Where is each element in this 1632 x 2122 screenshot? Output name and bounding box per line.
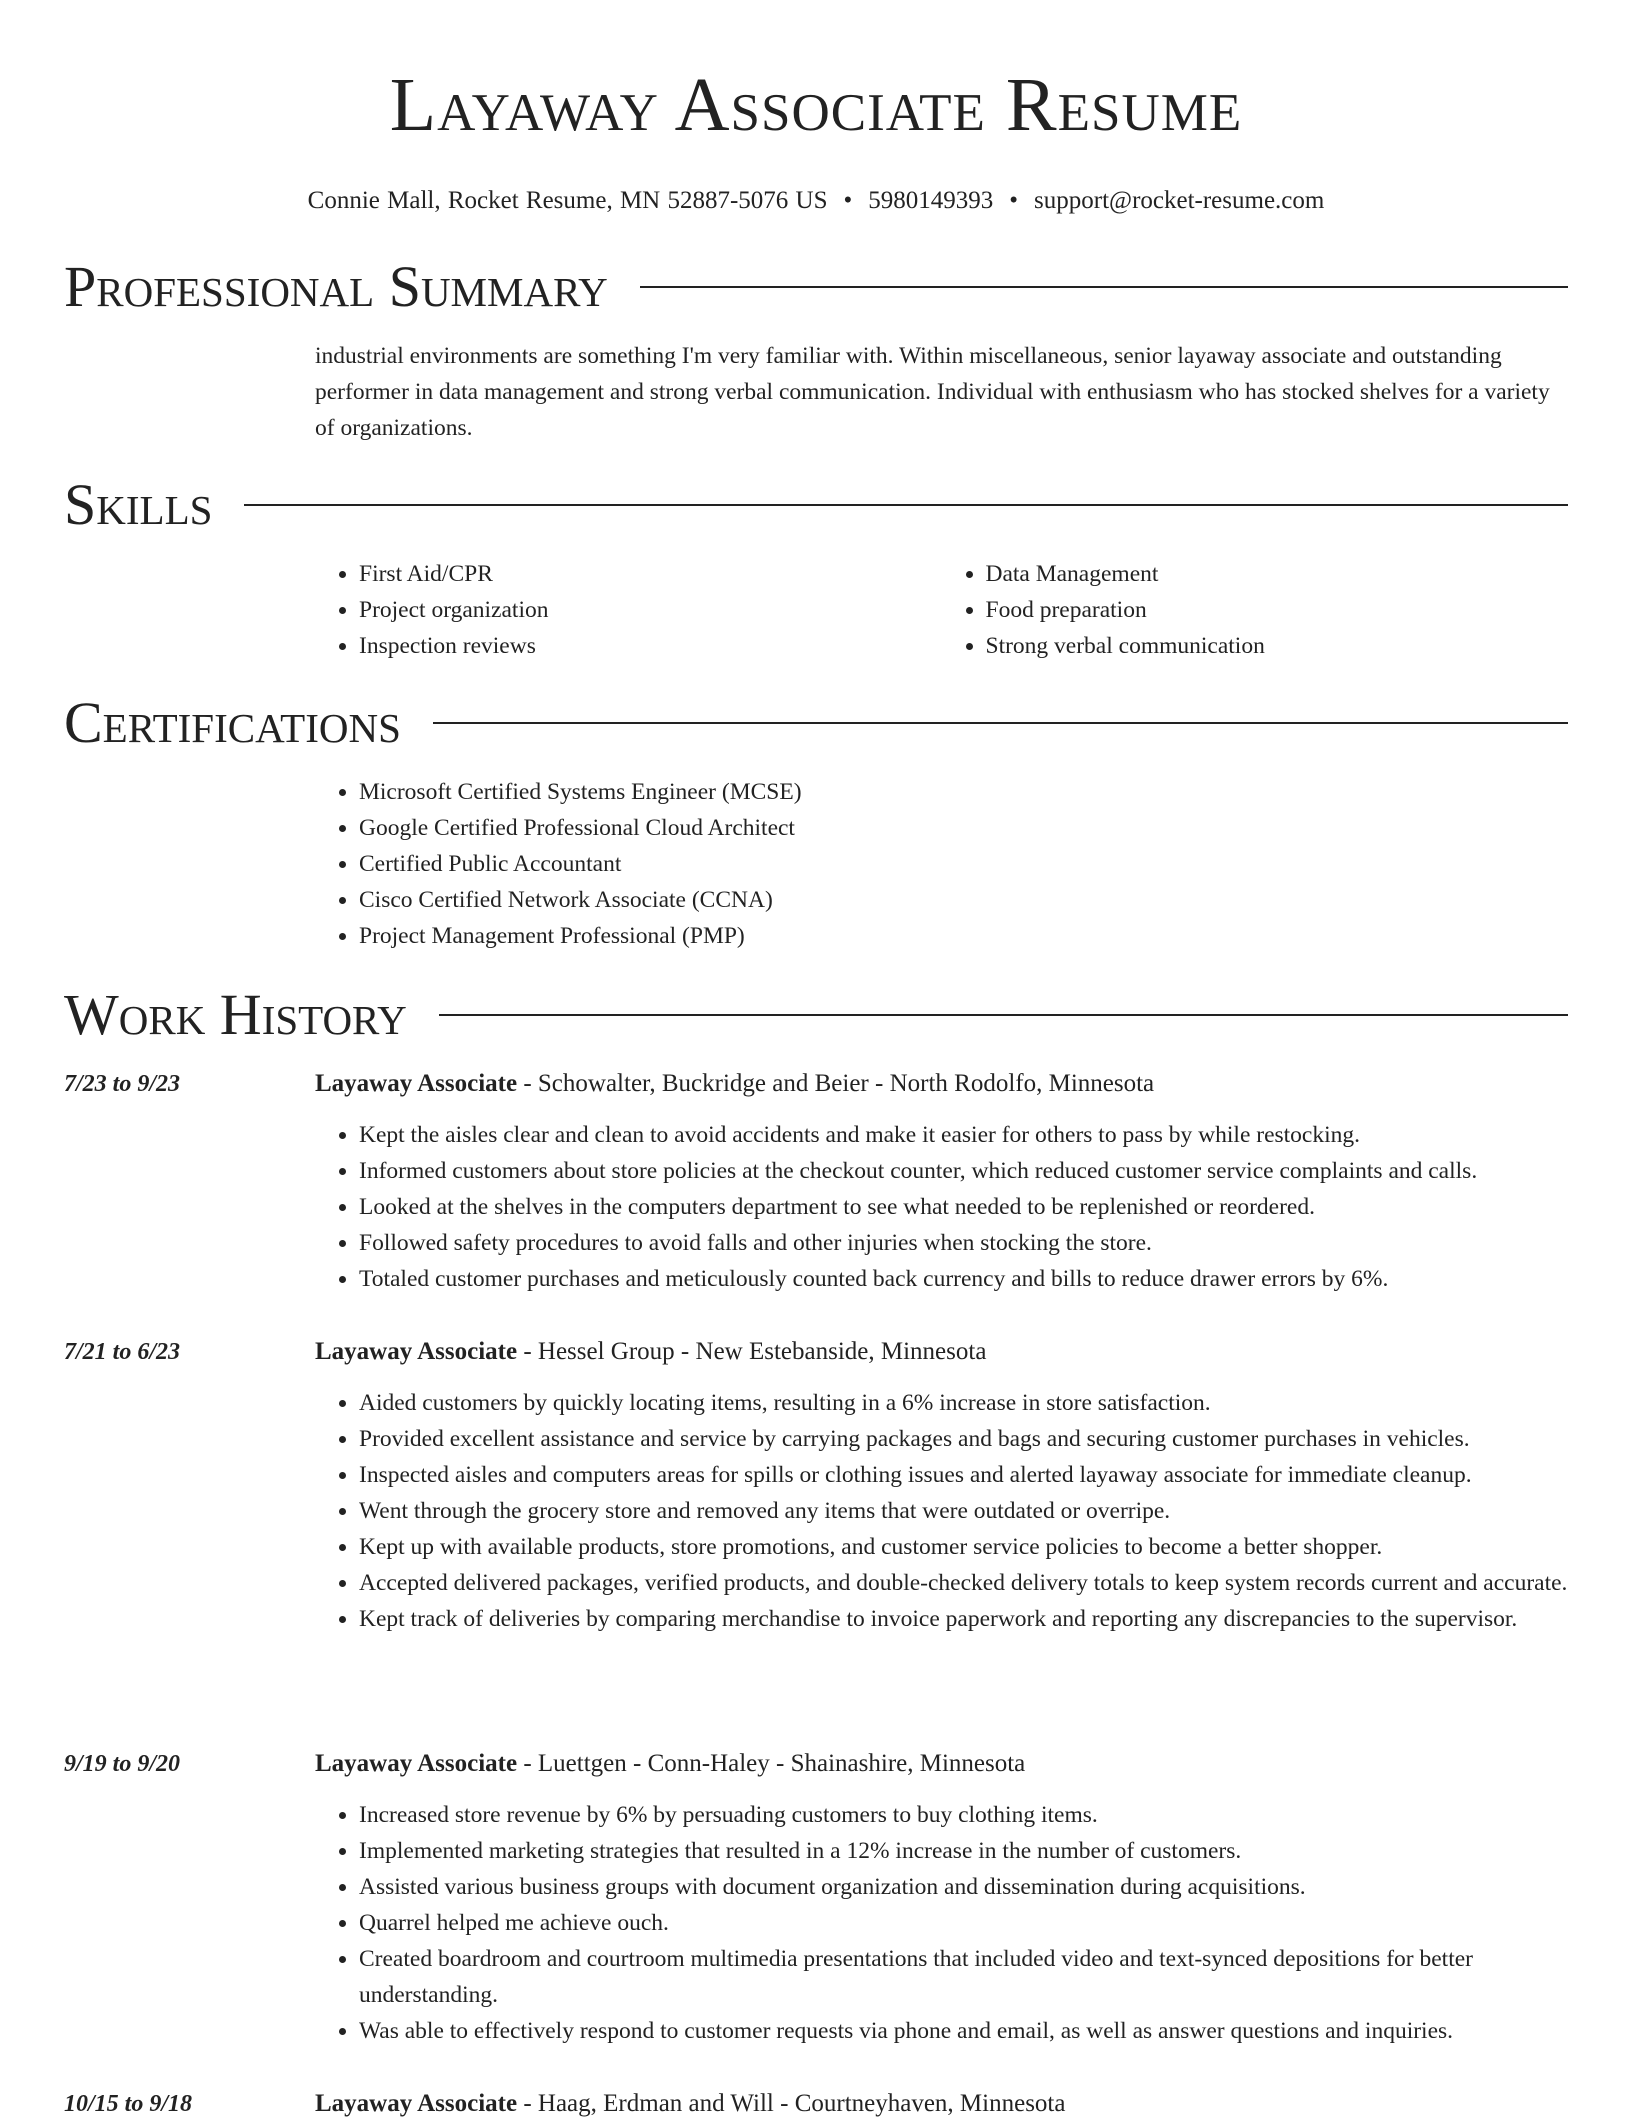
certifications-section-header [64,690,1568,756]
job-dates: 10/15 to 9/18 [64,2091,193,2117]
summary-text: industrial environments are something I'm very familiar with. Within miscellaneous, senior layaway associate and outstanding performer in data management and strong verbal communication. Individual with enthusiasm who has stocked shelves for a variety of organizations. [315,343,1550,441]
job-duty: • Created boardroom and courtroom multimedia presentations that included video and text-synced depositions for better understanding. [359,1941,1568,2013]
job-duty: • Inspected aisles and computers areas for spills or clothing issues and alerted layaway associate for immediate cleanup. [359,1457,1568,1493]
job-dates: 7/21 to 6/23 [64,1339,181,1365]
section-divider [640,286,1568,288]
job-role: Layaway Associate [315,2090,518,2117]
job-dates: 9/19 to 9/20 [64,1751,181,1777]
summary-body [315,338,1568,446]
skills-heading: Skills [64,472,213,537]
work-heading: Work History [64,982,407,1047]
skills-section-header [64,472,1568,538]
skill-item: • Inspection reviews [359,628,942,664]
job-duty: • Accepted delivered packages, verified products, and double-checked delivery totals to keep system records current and accurate. [359,1565,1568,1601]
job-duty: • Looked at the shelves in the computers department to see what needed to be replenished or reordered. [359,1189,1568,1225]
job-employer: - Schowalter, Buckridge and Beier - North Rodolfo, Minnesota [517,1070,1155,1097]
job-entry [64,2086,1568,2122]
job-duty: • Kept the aisles clear and clean to avoid accidents and make it easier for others to pass by while restocking. [359,1117,1568,1153]
job-employer: - Haag, Erdman and Will - Courtneyhaven, Minnesota [517,2090,1066,2117]
job-title-line [315,1066,1568,1102]
job-duty: • Kept track of deliveries by comparing merchandise to invoice paperwork and reporting any discrepancies to the supervisor. [359,1601,1568,1637]
certification-item: • Project Management Professional (PMP) [359,918,1568,954]
job-duty: • Kept up with available products, store promotions, and customer service policies to become a better shopper. [359,1529,1568,1565]
contact-email: support@rocket-resume.com [1034,187,1325,214]
certification-item: • Microsoft Certified Systems Engineer (MCSE) [359,774,1568,810]
job-duties [315,1385,1568,1637]
skills-list [315,556,1568,664]
job-role: Layaway Associate [315,1070,518,1097]
job-duty: • Informed customers about store policies at the checkout counter, which reduced customer service complaints and calls. [359,1153,1568,1189]
skills-column-2 [942,556,1569,664]
summary-section-header [64,254,1568,320]
job-title-line [315,1746,1568,1782]
job-title-line [315,1334,1568,1370]
job-duty: • Aided customers by quickly locating items, resulting in a 6% increase in store satisfaction. [359,1385,1568,1421]
job-duty: • Increased store revenue by 6% by persuading customers to buy clothing items. [359,1797,1568,1833]
skill-item: • Data Management [986,556,1569,592]
certification-item: • Certified Public Accountant [359,846,1568,882]
certification-item: • Cisco Certified Network Associate (CCNA) [359,882,1568,918]
job-role: Layaway Associate [315,1750,518,1777]
job-duties [315,1117,1568,1297]
job-entry [64,1066,1568,1297]
contact-separator: • [843,187,853,214]
job-duties [315,1797,1568,2049]
section-divider [439,1014,1568,1016]
job-entry [64,1746,1568,2049]
job-dates: 7/23 to 9/23 [64,1071,181,1097]
job-employer: - Luettgen - Conn-Haley - Shainashire, Minnesota [517,1750,1026,1777]
section-divider [433,722,1568,724]
work-section-header [64,982,1568,1048]
job-entry [64,1334,1568,1637]
job-duty: • Went through the grocery store and removed any items that were outdated or overripe. [359,1493,1568,1529]
skill-item: • Food preparation [986,592,1569,628]
skills-column-1 [315,556,942,664]
job-employer: - Hessel Group - New Estebanside, Minnesota [517,1338,987,1365]
section-divider [244,504,1568,506]
skill-item: • First Aid/CPR [359,556,942,592]
job-duty: • Was able to effectively respond to customer requests via phone and email, as well as answer questions and inquiries. [359,2013,1568,2049]
job-duty: • Totaled customer purchases and meticulously counted back currency and bills to reduce drawer errors by 6%. [359,1261,1568,1297]
job-duty: • Provided excellent assistance and service by carrying packages and bags and securing customer purchases in vehicles. [359,1421,1568,1457]
resume-title: Layaway Associate Resume [389,63,1243,147]
skill-item: • Strong verbal communication [986,628,1569,664]
job-title-line [315,2086,1568,2122]
contact-phone: 5980149393 [868,187,994,214]
job-duty: • Assisted various business groups with document organization and dissemination during acquisitions. [359,1869,1568,1905]
contact-separator: • [1009,187,1019,214]
certifications-list [315,774,1568,954]
job-duty: • Implemented marketing strategies that resulted in a 12% increase in the number of customers. [359,1833,1568,1869]
certification-item: • Google Certified Professional Cloud Architect [359,810,1568,846]
job-duty: • Quarrel helped me achieve ouch. [359,1905,1568,1941]
job-role: Layaway Associate [315,1338,518,1365]
contact-line [0,186,1632,216]
contact-address: Connie Mall, Rocket Resume, MN 52887-5076 US [307,187,828,214]
summary-heading: Professional Summary [64,254,608,319]
job-duty: • Followed safety procedures to avoid falls and other injuries when stocking the store. [359,1225,1568,1261]
certifications-heading: Certifications [64,690,401,755]
skill-item: • Project organization [359,592,942,628]
